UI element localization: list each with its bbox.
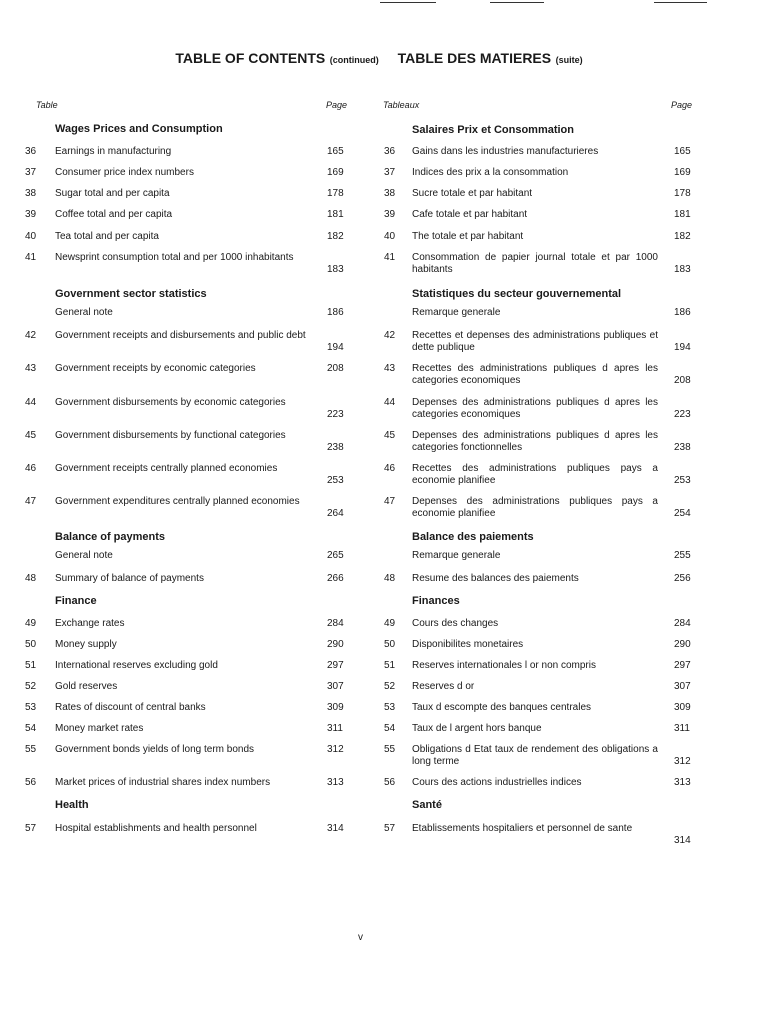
entry-title: Summary of balance of payments: [55, 573, 204, 584]
entry-title: Market prices of industrial shares index numbers: [55, 777, 271, 788]
entry-page: 307: [327, 681, 344, 692]
section-heading: Santé: [412, 799, 442, 811]
entry-title: Remarque generale: [412, 550, 501, 561]
entry-page: 297: [327, 660, 344, 671]
table-number: 42: [25, 330, 37, 341]
table-number: 52: [25, 681, 37, 692]
entry-title: Cours des actions industrielles indices: [412, 777, 582, 788]
entry-page: 309: [674, 702, 691, 713]
table-number: 43: [25, 363, 37, 374]
table-number: 37: [25, 167, 37, 178]
entry-title: Depenses des administrations publiques d apres les categories economiques: [412, 397, 658, 420]
table-number: 42: [384, 330, 396, 341]
table-number: 47: [384, 496, 396, 507]
entry-title: Government receipts centrally planned economies: [55, 463, 278, 474]
entry-page: 169: [327, 167, 344, 178]
table-number: 54: [384, 723, 396, 734]
table-number: 55: [25, 744, 37, 755]
table-number: 57: [25, 823, 37, 834]
entry-title: Resume des balances des paiements: [412, 573, 579, 584]
table-number: 45: [25, 430, 37, 441]
title-fr-sub: (suite): [555, 55, 583, 65]
entry-title: Cafe totale et par habitant: [412, 209, 528, 220]
section-heading: Statistiques du secteur gouvernemental: [412, 288, 622, 300]
table-number: 50: [384, 639, 396, 650]
entry-page: 314: [327, 823, 344, 834]
entry-page: 297: [674, 660, 691, 671]
entry-title: Recettes et depenses des administrations publiques et dette publique: [412, 330, 658, 353]
table-number: 40: [25, 231, 37, 242]
entry-title: Sugar total and per capita: [55, 188, 170, 199]
entry-title: Hospital establishments and health personnel: [55, 823, 257, 834]
entry-title: Earnings in manufacturing: [55, 146, 172, 157]
table-number: 46: [384, 463, 396, 474]
table-number: 38: [25, 188, 37, 199]
entry-page: 186: [327, 307, 344, 318]
entry-title: Government bonds yields of long term bonds: [55, 744, 254, 755]
entry-page: 265: [327, 550, 344, 561]
entry-page: 181: [674, 209, 691, 220]
entry-page: 284: [674, 618, 691, 629]
entry-page: 165: [674, 146, 691, 157]
entry-title: Indices des prix a la consommation: [412, 167, 569, 178]
section-heading: Balance of payments: [55, 531, 166, 543]
entry-page: 223: [327, 409, 344, 420]
table-number: 36: [384, 146, 396, 157]
entry-page: 254: [674, 508, 691, 519]
table-number: 36: [25, 146, 37, 157]
entry-title: Recettes des administrations publiques d apres les categories economiques: [412, 363, 658, 386]
entry-title: International reserves excluding gold: [55, 660, 218, 671]
section-heading: Balance des paiements: [412, 531, 534, 543]
entry-title: Reserves d or: [412, 681, 475, 692]
table-number: 45: [384, 430, 396, 441]
entry-page: 256: [674, 573, 691, 584]
entry-title: Depenses des administrations publiques d apres les categories fonctionnelles: [412, 430, 658, 453]
header-table-label: Tableaux: [383, 100, 420, 110]
entry-title: Taux de l argent hors banque: [412, 723, 542, 734]
entry-title: Cours des changes: [412, 618, 499, 629]
title-fr-main: TABLE DES MATIERES: [397, 50, 552, 66]
entry-page: 183: [327, 264, 344, 275]
entry-title: Etablissements hospitaliers et personnel de sante: [412, 823, 633, 834]
entry-page: 181: [327, 209, 344, 220]
table-number: 47: [25, 496, 37, 507]
entry-title: Sucre totale et par habitant: [412, 188, 533, 199]
entry-title: General note: [55, 307, 113, 318]
entry-title: Newsprint consumption total and per 1000 inhabitants: [55, 252, 294, 263]
entry-page: 223: [674, 409, 691, 420]
entry-title: Tea total and per capita: [55, 231, 159, 242]
entry-page: 312: [327, 744, 344, 755]
table-number: 48: [384, 573, 396, 584]
entry-page: 290: [674, 639, 691, 650]
header-table-label: Table: [36, 100, 58, 110]
entry-page: 264: [327, 508, 344, 519]
section-heading: Finance: [55, 595, 97, 607]
entry-title: Consumer price index numbers: [55, 167, 194, 178]
header-page-label: Page: [326, 100, 348, 110]
entry-page: 311: [674, 723, 690, 734]
table-number: 53: [25, 702, 37, 713]
entry-title: Disponibilites monetaires: [412, 639, 524, 650]
table-number: 43: [384, 363, 396, 374]
entry-title: Obligations d Etat taux de rendement des obligations a long terme: [412, 744, 658, 767]
table-number: 57: [384, 823, 396, 834]
entry-title: Coffee total and per capita: [55, 209, 173, 220]
table-number: 49: [25, 618, 37, 629]
entry-page: 194: [327, 342, 344, 353]
entry-title: Consommation de papier journal totale et par 1000 habitants: [412, 252, 658, 275]
entry-title: Money supply: [55, 639, 117, 650]
title-en-sub: (continued): [329, 55, 379, 65]
section-heading: Health: [55, 799, 89, 811]
entry-title: Government receipts by economic categories: [55, 363, 256, 374]
entry-page: 309: [327, 702, 344, 713]
entry-title: Taux d escompte des banques centrales: [412, 702, 591, 713]
section-heading: Government sector statistics: [55, 288, 207, 300]
entry-page: 314: [674, 835, 691, 846]
table-number: 49: [384, 618, 396, 629]
entry-title: Government receipts and disbursements and public debt: [55, 330, 306, 341]
entry-page: 169: [674, 167, 691, 178]
table-number: 37: [384, 167, 396, 178]
entry-page: 186: [674, 307, 691, 318]
table-number: 51: [25, 660, 37, 671]
table-number: 40: [384, 231, 396, 242]
entry-page: 253: [327, 475, 344, 486]
entry-title: Government disbursements by economic categories: [55, 397, 286, 408]
entry-page: 208: [674, 375, 691, 386]
entry-page: 238: [674, 442, 691, 453]
table-number: 48: [25, 573, 37, 584]
entry-title: Money market rates: [55, 723, 144, 734]
table-number: 54: [25, 723, 37, 734]
table-number: 39: [384, 209, 396, 220]
entry-title: Rates of discount of central banks: [55, 702, 206, 713]
entry-page: 208: [327, 363, 344, 374]
table-number: 56: [25, 777, 37, 788]
entry-page: 194: [674, 342, 691, 353]
section-heading: Finances: [412, 595, 460, 607]
table-number: 46: [25, 463, 37, 474]
page-number: v: [358, 932, 363, 943]
entry-title: Government disbursements by functional categories: [55, 430, 286, 441]
entry-title: Government expenditures centrally planned economies: [55, 496, 300, 507]
entry-page: 253: [674, 475, 691, 486]
table-number: 50: [25, 639, 37, 650]
table-number: 53: [384, 702, 396, 713]
entry-title: Gains dans les industries manufacturieres: [412, 146, 599, 157]
table-number: 38: [384, 188, 396, 199]
entry-title: Exchange rates: [55, 618, 125, 629]
table-number: 44: [384, 397, 396, 408]
title-en-main: TABLE OF CONTENTS: [175, 50, 326, 66]
entry-page: 266: [327, 573, 344, 584]
entry-title: General note: [55, 550, 113, 561]
entry-page: 165: [327, 146, 344, 157]
entry-page: 182: [674, 231, 691, 242]
entry-title: Gold reserves: [55, 681, 118, 692]
entry-page: 238: [327, 442, 344, 453]
entry-page: 178: [327, 188, 344, 199]
header-page-label: Page: [671, 100, 693, 110]
entry-page: 311: [327, 723, 343, 734]
entry-page: 178: [674, 188, 691, 199]
table-number: 51: [384, 660, 396, 671]
entry-page: 255: [674, 550, 691, 561]
entry-page: 307: [674, 681, 691, 692]
entry-page: 313: [674, 777, 691, 788]
table-number: 41: [25, 252, 37, 263]
section-heading: Wages Prices and Consumption: [55, 123, 223, 135]
table-number: 39: [25, 209, 37, 220]
entry-page: 313: [327, 777, 344, 788]
entry-page: 312: [674, 756, 691, 767]
entry-page: 182: [327, 231, 344, 242]
section-heading: Salaires Prix et Consommation: [412, 124, 574, 136]
entry-page: 284: [327, 618, 344, 629]
entry-title: Reserves internationales l or non compris: [412, 660, 596, 671]
table-number: 55: [384, 744, 396, 755]
french-column: [380, 0, 700, 1024]
table-number: 44: [25, 397, 37, 408]
table-number: 41: [384, 252, 396, 263]
english-column: [22, 0, 352, 1024]
entry-title: The totale et par habitant: [412, 231, 524, 242]
entry-page: 183: [674, 264, 691, 275]
entry-page: 290: [327, 639, 344, 650]
entry-title: Recettes des administrations publiques pays a economie planifiee: [412, 463, 658, 486]
entry-title: Remarque generale: [412, 307, 501, 318]
table-number: 56: [384, 777, 396, 788]
table-number: 52: [384, 681, 396, 692]
entry-title: Depenses des administrations publiques pays a economie planifiee: [412, 496, 658, 519]
